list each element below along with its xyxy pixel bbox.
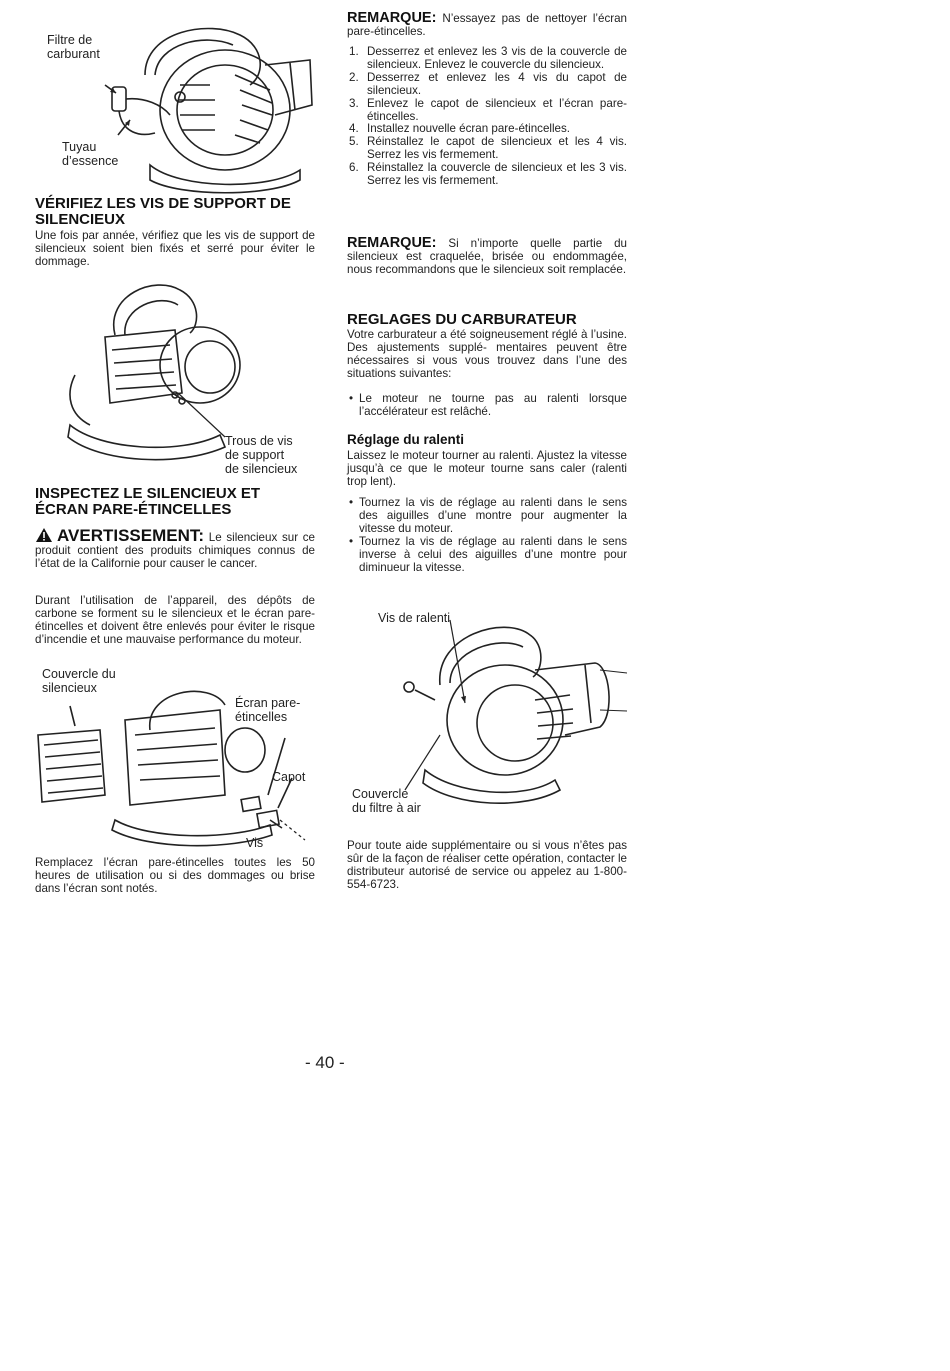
page-number: - 40 -	[305, 1053, 345, 1072]
screw-holes-leader-line	[170, 385, 230, 445]
note-text: Si n’importe quelle partie du silencieux est craquelée, brisée ou endommagée, nous recommandons que le silencieux soit remplacée.	[347, 237, 627, 276]
carburetor-intro: Votre carburateur a été soigneusement réglé à l’usine. Des ajustements supplé- mentaires peuvent être nécessaires si vous vous trouvez dans l’une des situations suivantes:	[347, 328, 627, 380]
fuel-filter-label: Filtre de carburant	[47, 33, 100, 61]
idle-bullets	[347, 497, 627, 574]
note-do-not-clean	[347, 12, 627, 39]
bullet-item: • Tournez la vis de réglage au ralenti dans le sens des aiguilles d’une montre pour augmenter la vitesse du moteur.	[349, 496, 627, 535]
section-title-idle: Réglage du ralenti	[347, 432, 465, 447]
idle-screw-figure	[395, 615, 630, 810]
cap-label: Capot	[272, 770, 306, 784]
warning-word: AVERTISSEMENT:	[57, 526, 205, 545]
step-item: 2. Desserrez et enlevez les 4 vis du capot de silencieux.	[349, 70, 627, 97]
bullet-item: • Tournez la vis de réglage au ralenti dans le sens inverse à celui des aiguilles d’une montre pour diminueur la vitesse.	[349, 534, 627, 574]
warning-paragraph	[35, 527, 315, 571]
fuel-hose-label: Tuyau d’essence	[62, 140, 119, 168]
step-item: 6. Réinstallez la couvercle de silencieux et les 3 vis. Serrez les vis fermement.	[349, 161, 627, 188]
bullet-item: • Le moteur ne tourne pas au ralenti lorsque l’accélérateur est relâché.	[349, 392, 627, 418]
idle-intro: Laissez le moteur tourner au ralenti. Ajustez la vitesse jusqu’à ce que le moteur tourne sans caler (ralenti trop lent).	[347, 449, 627, 488]
idle-screw-label: Vis de ralenti	[378, 611, 451, 625]
section-body-muffler-screws: Une fois par année, vérifiez que les vis de support de silencieux soient bien fixés et serré pour éviter le dommage.	[35, 229, 315, 268]
replace-screen-paragraph: Remplacez l’écran pare-étincelles toutes les 50 heures de utilisation ou si des dommages ou brise dans l’écran sont notés.	[35, 856, 315, 895]
note-cracked-muffler	[347, 237, 627, 277]
screw-holes-label: Trous de vis de support de silencieux	[225, 434, 298, 476]
step-item: 3. Enlevez le capot de silencieux et l’écran pare-étincelles.	[349, 96, 627, 123]
muffler-steps-list	[347, 46, 627, 188]
screws-label: Vis	[246, 836, 264, 850]
air-filter-cover-label: Couvercle du filtre à air	[352, 787, 421, 815]
warning-text: Le silencieux sur ce produit contient des produits chimiques connus de l’état de la Californie pour causer le cancer.	[35, 531, 315, 570]
note-word: REMARQUE:	[347, 10, 437, 26]
carburetor-bullets	[347, 393, 627, 419]
step-item: 4. Installez nouvelle écran pare-étincelles.	[349, 122, 571, 136]
carbon-deposit-paragraph: Durant l’utilisation de l’appareil, des dépôts de carbone se forment su le silencieux et le écran pare-étincelles et doivent être enlevés pour éviter le risque d’incendie et une mauvaise performance du moteur.	[35, 594, 315, 646]
section-title-carburetor: REGLAGES DU CARBURATEUR	[347, 311, 577, 328]
note-word: REMARQUE:	[347, 235, 437, 251]
note-text: N’essayez pas de nettoyer l’écran pare-étincelles.	[347, 12, 627, 38]
step-item: 5. Réinstallez le capot de silencieux et les 4 vis. Serrez les vis fermement.	[349, 135, 627, 162]
muffler-exploded-figure	[30, 690, 320, 855]
section-title-inspect-muffler: INSPECTEZ LE SILENCIEUX ET ÉCRAN PARE-ÉTINCELLES	[35, 485, 261, 518]
section-title-muffler-screws: VÉRIFIEZ LES VIS DE SUPPORT DE SILENCIEUX	[35, 195, 291, 228]
step-item: 1. Desserrez et enlevez les 3 vis de la couvercle de silencieux. Enlevez le couvercle du silencieux.	[349, 45, 627, 71]
muffler-cover-label: Couvercle du silencieux	[42, 667, 116, 695]
help-paragraph: Pour toute aide supplémentaire ou si vous n’êtes pas sûr de la façon de réaliser cette opération, contacter le distributeur autorisé de service ou appelez au 1-800-554-6723.	[347, 839, 627, 891]
warning-icon	[35, 527, 53, 543]
spark-screen-label: Écran pare- étincelles	[235, 696, 301, 724]
